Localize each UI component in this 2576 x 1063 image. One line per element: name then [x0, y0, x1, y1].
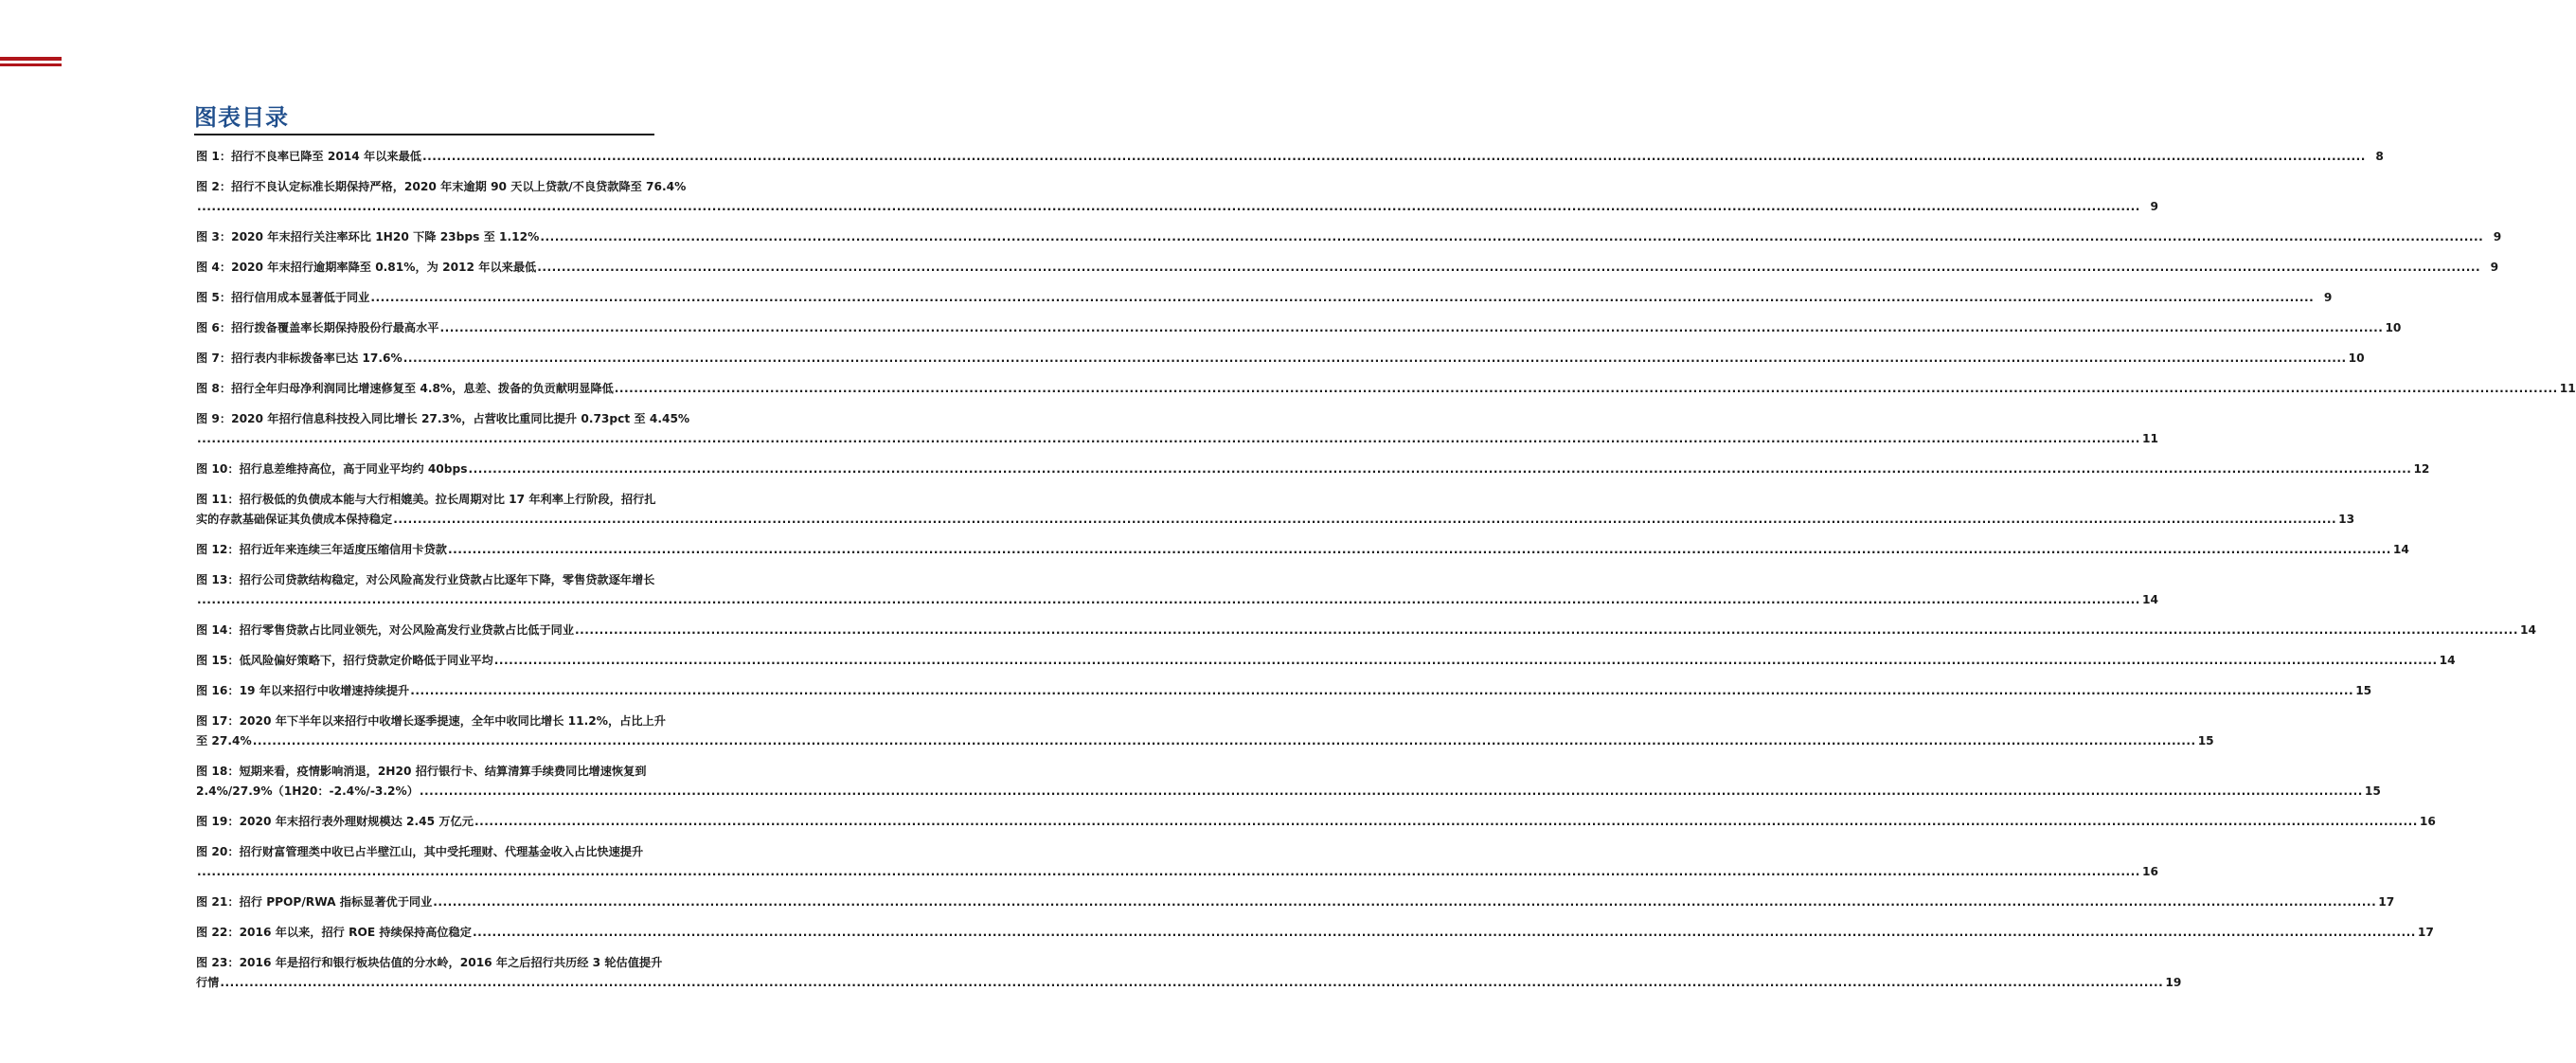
dot-leader: ................................................................................................................................................................................................................................................................................................................................................................................................................ — [197, 432, 2140, 445]
dot-leader: ................................................................................................................................................................................................................................................................................................................................................................................................................ — [614, 382, 2558, 395]
toc-entry[interactable] — [196, 147, 2384, 167]
toc-entry[interactable] — [196, 842, 2158, 882]
toc-entry-title: 图 16：19 年以来招行中收增速持续提升 — [196, 684, 410, 697]
dot-leader: ................................................................................................................................................................................................................................................................................................................................................................................................................ — [421, 150, 2366, 163]
toc-entry-title: 图 19：2020 年末招行表外理财规模达 2.45 万亿元 — [196, 815, 474, 828]
toc-entry[interactable] — [196, 379, 2576, 399]
toc-line — [196, 490, 660, 510]
toc-entry-title: 图 21：招行 PPOP/RWA 指标显著优于同业 — [196, 895, 433, 909]
dot-leader: ................................................................................................................................................................................................................................................................................................................................................................................................................ — [439, 321, 2384, 334]
toc-line — [196, 429, 2158, 449]
toc-page-number: 9 — [2493, 230, 2502, 243]
toc-line — [196, 953, 663, 973]
dot-leader: ................................................................................................................................................................................................................................................................................................................................................................................................................ — [370, 291, 2315, 304]
brand-stripe-top — [0, 57, 62, 61]
toc-entry[interactable] — [196, 540, 2409, 560]
dot-leader: ................................................................................................................................................................................................................................................................................................................................................................................................................ — [447, 543, 2391, 556]
toc-line — [196, 812, 2436, 832]
dot-leader: ................................................................................................................................................................................................................................................................................................................................................................................................................ — [493, 654, 2438, 667]
toc-line — [196, 762, 660, 782]
toc-entry[interactable] — [196, 490, 2355, 530]
toc-line — [196, 258, 2499, 278]
toc-entry-title: 图 10：招行息差维持高位，高于同业平均约 40bps — [196, 462, 468, 476]
toc-entry-title: 至 27.4% — [196, 734, 252, 748]
toc-entry-title: 图 1：招行不良率已降至 2014 年以来最低 — [196, 150, 421, 163]
toc-entry[interactable] — [196, 812, 2436, 832]
toc-entry-title: 图 20：招行财富管理类中收已占半壁江山，其中受托理财、代理基金收入占比快速提升 — [196, 845, 644, 858]
toc-entry[interactable] — [196, 651, 2456, 671]
toc-entry[interactable] — [196, 349, 2365, 369]
toc-entry[interactable] — [196, 892, 2395, 912]
toc-entry-title: 图 14：招行零售贷款占比同业领先，对公风险高发行业贷款占比低于同业 — [196, 623, 575, 637]
toc-entry-title: 图 3：2020 年末招行关注率环比 1H20 下降 23bps 至 1.12% — [196, 230, 540, 243]
toc-entry[interactable] — [196, 681, 2372, 701]
toc-line — [196, 349, 2365, 369]
toc-line — [196, 409, 690, 429]
dot-leader: ................................................................................................................................................................................................................................................................................................................................................................................................................ — [537, 261, 2481, 274]
table-of-figures — [196, 147, 2576, 1003]
toc-line — [196, 842, 660, 862]
toc-entry-title: 图 2：招行不良认定标准长期保持严格，2020 年末逾期 90 天以上贷款/不良贷款降至 76.4% — [196, 180, 687, 193]
toc-page-number: 15 — [2355, 684, 2372, 697]
toc-line — [196, 782, 2381, 802]
toc-page-number: 13 — [2338, 513, 2355, 526]
toc-entry[interactable] — [196, 712, 2214, 751]
toc-line — [196, 318, 2402, 338]
dot-leader: ................................................................................................................................................................................................................................................................................................................................................................................................................ — [472, 926, 2416, 939]
toc-entry[interactable] — [196, 318, 2402, 338]
dot-leader: ................................................................................................................................................................................................................................................................................................................................................................................................................ — [252, 734, 2196, 748]
toc-page-number: 17 — [2378, 895, 2395, 909]
toc-line — [196, 177, 687, 197]
dot-leader: ................................................................................................................................................................................................................................................................................................................................................................................................................ — [468, 462, 2412, 476]
dot-leader: ................................................................................................................................................................................................................................................................................................................................................................................................................ — [419, 784, 2363, 798]
toc-page-number: 14 — [2519, 623, 2536, 637]
toc-page-number: 14 — [2392, 543, 2409, 556]
toc-entry[interactable] — [196, 409, 2158, 449]
toc-entry-title: 行情 — [196, 976, 220, 989]
toc-line — [196, 590, 2158, 610]
toc-page-number: 9 — [2150, 200, 2158, 213]
toc-entry-title: 图 8：招行全年归母净利润同比增速修复至 4.8%，息差、拨备的负贡献明显降低 — [196, 382, 614, 395]
toc-entry-title: 图 15：低风险偏好策略下，招行贷款定价略低于同业平均 — [196, 654, 493, 667]
toc-entry[interactable] — [196, 258, 2499, 278]
toc-line — [196, 621, 2536, 640]
toc-entry[interactable] — [196, 177, 2158, 217]
toc-entry-title: 图 17：2020 年下半年以来招行中收增长逐季提速，全年中收同比增长 11.2%，占比上升 — [196, 714, 666, 728]
toc-page-number: 11 — [2559, 382, 2576, 395]
toc-page-number: 10 — [2348, 351, 2365, 365]
dot-leader: ................................................................................................................................................................................................................................................................................................................................................................................................................ — [433, 895, 2377, 909]
toc-entry[interactable] — [196, 621, 2536, 640]
dot-leader: ................................................................................................................................................................................................................................................................................................................................................................................................................ — [474, 815, 2418, 828]
brand-stripe-bottom — [0, 63, 62, 66]
dot-leader: ................................................................................................................................................................................................................................................................................................................................................................................................................ — [197, 200, 2140, 213]
toc-entry-title: 2.4%/27.9%（1H20：-2.4%/-3.2%） — [196, 784, 419, 798]
toc-line — [196, 651, 2456, 671]
toc-page-number: 19 — [2165, 976, 2182, 989]
dot-leader: ................................................................................................................................................................................................................................................................................................................................................................................................................ — [410, 684, 2354, 697]
toc-entry-title: 图 23：2016 年是招行和银行板块估值的分水岭，2016 年之后招行共历经 3 轮估值提升 — [196, 956, 663, 969]
dot-leader: ................................................................................................................................................................................................................................................................................................................................................................................................................ — [197, 593, 2140, 606]
toc-entry-title: 图 6：招行拨备覆盖率长期保持股份行最高水平 — [196, 321, 439, 334]
toc-line — [196, 379, 2576, 399]
toc-page-number: 10 — [2385, 321, 2402, 334]
toc-page-number: 16 — [2419, 815, 2436, 828]
dot-leader: ................................................................................................................................................................................................................................................................................................................................................................................................................ — [197, 865, 2140, 878]
brand-stripes — [0, 57, 62, 68]
toc-page-number: 15 — [2197, 734, 2214, 748]
toc-entry-title: 图 4：2020 年末招行逾期率降至 0.81%，为 2012 年以来最低 — [196, 261, 537, 274]
toc-line — [196, 288, 2333, 308]
toc-line — [196, 681, 2372, 701]
toc-page-number: 9 — [2323, 291, 2333, 304]
toc-entry[interactable] — [196, 570, 2158, 610]
toc-line — [196, 459, 2430, 479]
dot-leader: ................................................................................................................................................................................................................................................................................................................................................................................................................ — [393, 513, 2337, 526]
toc-page-number: 11 — [2141, 432, 2158, 445]
toc-line — [196, 973, 2182, 993]
toc-line — [196, 570, 660, 590]
toc-page-number: 14 — [2439, 654, 2456, 667]
toc-entry[interactable] — [196, 953, 2182, 993]
toc-page-number: 8 — [2375, 150, 2384, 163]
toc-line — [196, 862, 2158, 882]
toc-entry[interactable] — [196, 459, 2430, 479]
toc-page-number: 17 — [2417, 926, 2434, 939]
toc-entry-title: 图 13：招行公司贷款结构稳定，对公风险高发行业贷款占比逐年下降，零售贷款逐年增长 — [196, 573, 655, 586]
toc-entry[interactable] — [196, 288, 2333, 308]
toc-entry-title: 图 22：2016 年以来，招行 ROE 持续保持高位稳定 — [196, 926, 472, 939]
page-title: 图表目录 — [194, 104, 289, 131]
toc-entry[interactable] — [196, 923, 2434, 943]
title-divider — [194, 134, 654, 135]
toc-page-number: 15 — [2364, 784, 2381, 798]
toc-entry-title: 实的存款基础保证其负债成本保持稳定 — [196, 513, 393, 526]
toc-entry-title: 图 11：招行极低的负债成本能与大行相媲美。拉长周期对比 17 年利率上行阶段，招行扎 — [196, 493, 656, 506]
toc-line — [196, 712, 666, 731]
toc-page-number: 9 — [2490, 261, 2499, 274]
toc-line — [196, 147, 2384, 167]
toc-line — [196, 731, 2214, 751]
toc-line — [196, 923, 2434, 943]
toc-entry-title: 图 12：招行近年来连续三年适度压缩信用卡贷款 — [196, 543, 447, 556]
toc-page-number: 14 — [2141, 593, 2158, 606]
toc-page-number: 12 — [2413, 462, 2430, 476]
toc-line — [196, 227, 2502, 247]
toc-line — [196, 892, 2395, 912]
toc-entry-title: 图 7：招行表内非标拨备率已达 17.6% — [196, 351, 402, 365]
dot-leader: ................................................................................................................................................................................................................................................................................................................................................................................................................ — [402, 351, 2347, 365]
toc-entry-title: 图 5：招行信用成本显著低于同业 — [196, 291, 370, 304]
toc-entry[interactable] — [196, 227, 2502, 247]
toc-line — [196, 510, 2355, 530]
toc-entry-title: 图 18：短期来看，疫情影响消退，2H20 招行银行卡、结算清算手续费同比增速恢复到 — [196, 765, 647, 778]
toc-line — [196, 540, 2409, 560]
dot-leader: ................................................................................................................................................................................................................................................................................................................................................................................................................ — [575, 623, 2518, 637]
toc-entry[interactable] — [196, 762, 2381, 802]
toc-page-number: 16 — [2141, 865, 2158, 878]
toc-line — [196, 197, 2158, 217]
dot-leader: ................................................................................................................................................................................................................................................................................................................................................................................................................ — [220, 976, 2164, 989]
dot-leader: ................................................................................................................................................................................................................................................................................................................................................................................................................ — [540, 230, 2484, 243]
toc-entry-title: 图 9：2020 年招行信息科技投入同比增长 27.3%，占营收比重同比提升 0.73pct 至 4.45% — [196, 412, 690, 425]
